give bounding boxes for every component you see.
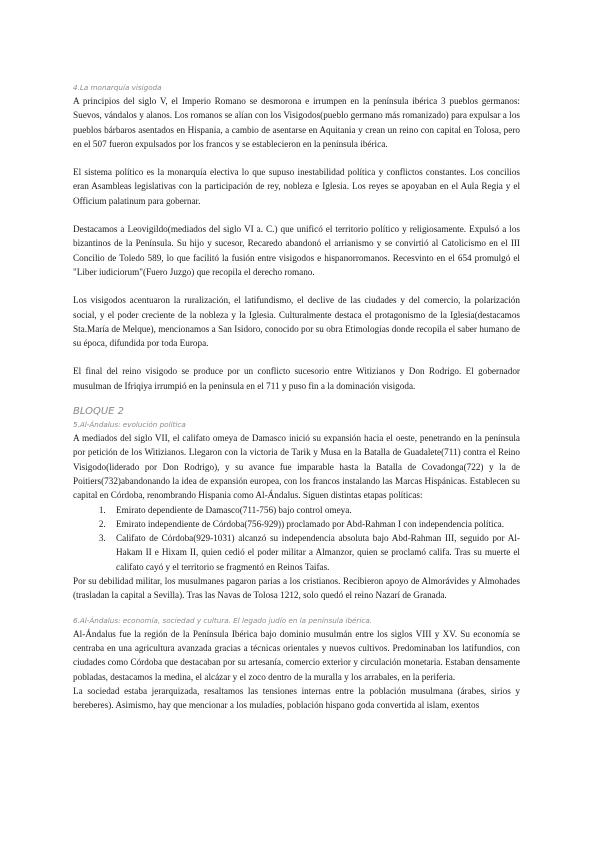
section-6-paragraph-2: La sociedad estaba jerarquizada, resaltamos las tensiones internas entre la población musulmana (árabes, sirios y bereberes). Asimismo, hay que mencionar a los muladíes, población hispano goda convertida al islam, exentos bbox=[73, 685, 520, 711]
spacer bbox=[73, 151, 520, 165]
spacer bbox=[73, 350, 520, 364]
political-stages-list bbox=[73, 503, 520, 574]
section-4-paragraph-5: El final del reino visigodo se produce por un conflicto sucesorio entre Witizianos y Don Rodrigo. El gobernador musulman de Ifriqiya irrumpió en la península en el 711 y puso fin a la dominación visigoda. bbox=[73, 366, 520, 391]
document-body bbox=[73, 82, 520, 712]
section-4-paragraph-4: Los visigodos acentuaron la ruralización, el latifundismo, el declive de las ciudades y del comercio, la polarización social, y el poder creciente de la nobleza y la Iglesia. Culturalmente destaca el protagonismo de la Iglesia(destacamos Sta.María de Melque), mencionamos a San Isidoro, conocido por su obra Etimologías donde recopila el saber humano de su época, difundida por toda Europa. bbox=[73, 295, 520, 349]
spacer bbox=[73, 208, 520, 222]
list-item: 2. Emirato independiente de Córdoba(756-929)) proclamado por Abd-Rahman I con independencia política. bbox=[108, 517, 520, 531]
list-item: 1. Emirato dependiente de Damasco(711-756) bajo control omeya. bbox=[108, 503, 520, 517]
spacer bbox=[73, 393, 520, 405]
section-6-paragraph-1: Al-Ándalus fue la región de la Península Ibérica bajo dominio musulmán entre los siglos VIII y XV. Su economía se centraba en una agricultura avanzada gracias a técnicas orientales y nuevos cultivos. Predominaban los latifundios, con ciudades como Córdoba que destacaban por su artesanía, comercio exterior y circulación monetaria. Estaban densamente pobladas, destacamos la medina, el alcázar y el zoco dentro de la muralla y los arrabales, en la periferia. bbox=[73, 628, 520, 682]
section-6-heading: 6.Al-Ándalus: economía, sociedad y cultura. El legado judío en la península ibérica. bbox=[73, 615, 373, 625]
list-item: 3. Califato de Córdoba(929-1031) alcanzó su independencia absoluta bajo Abd-Rahman III, seguido por Al-Hakam II e Hixam II, quien cedió el poder militar a Almanzor, quien se proclamó califa. Tras su muerte el califato cayó y el territorio se fragmentó en Reinos Taifas. bbox=[108, 531, 520, 574]
section-4-paragraph-1: A principios del siglo V, el Imperio Romano se desmorona e irrumpen en la península ibérica 3 pueblos germanos: Suevos, vándalos y alanos. Los romanos se alían con los Visigodos(pueblo germano más romanizado) para expulsar a los pueblos bárbaros asentados en Hispania, a cambio de asentarse en Aquitania y crean un reino con capital en Tolosa, pero en el 507 fueron expulsados por los francos y se establecieron en la península ibérica. bbox=[73, 96, 520, 149]
section-5-paragraph-2: Por su debilidad militar, los musulmanes pagaron parias a los cristianos. Recibieron apoyo de Almorávides y Almohades (trasladan la capital a Sevilla). Tras las Navas de Tolosa 1212, solo quedó el reino Nazarí de Granada. bbox=[73, 576, 520, 601]
section-4-paragraph-3: Destacamos a Leovigildo(mediados del siglo VI a. C.) que unificó el territorio político y religiosamente. Expulsó a los bizantinos de la Península. Su hijo y sucesor, Recaredo abandonó el arrianismo y se convirtió al Catolicismo en el III Concilio de Toledo 589, lo que facilitó la fusión entre visigodos e hispanorromanos. Recesvinto en el 654 promulgó el "Liber iudiciorum"(Fuero Juzgo) que recopila el derecho romano. bbox=[73, 224, 520, 277]
section-4-paragraph-2: El sistema político es la monarquía electiva lo que supuso inestabilidad política y conflictos constantes. Los concilios eran Asambleas legislativas con la participación de rey, nobleza e Iglesia. Los reyes se apoyaban en el Aula Regia y el Officium palatinum para gobernar. bbox=[73, 167, 520, 206]
block-title: BLOQUE 2 bbox=[73, 406, 125, 418]
section-4-heading: 4.La monarquía visigoda bbox=[73, 83, 162, 92]
spacer bbox=[73, 603, 520, 615]
section-5-heading: 5.Al-Ándalus: evolución política bbox=[73, 420, 186, 430]
section-5-paragraph-1: A mediados del siglo VII, el califato omeya de Damasco inició su expansión hacia el oeste, penetrando en la península por petición de los Witizianos. Llegaron con la victoria de Tarik y Musa en la Batalla de Guadalete(711) contra el Reino Visigodo(liderado por Don Rodrigo), y su avance fue imparable hasta la Batalla de Covadonga(722) y la de Poitiers(732)abandonando la idea de expansión europea, con los francos instalando las Marcas Hispánicas. Establecen su capital en Córdoba, renombrando Hispania como Al-Ándalus. Siguen distintas etapas políticas: bbox=[73, 433, 520, 501]
spacer bbox=[73, 279, 520, 293]
